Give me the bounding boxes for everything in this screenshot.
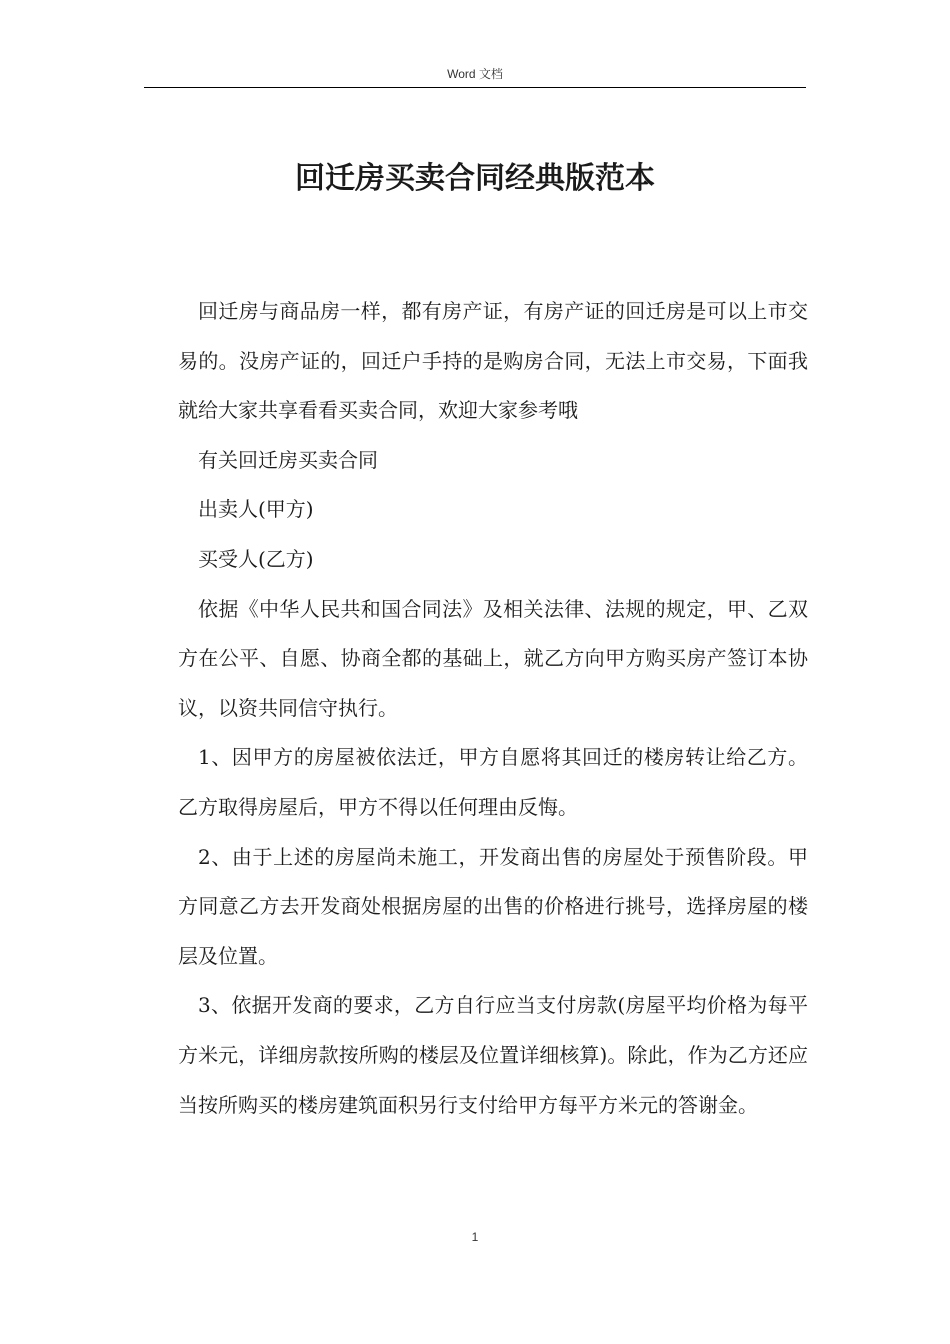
header-divider — [144, 87, 806, 88]
page-header-label: Word 文档 — [447, 67, 503, 81]
page-number: 1 — [471, 1230, 479, 1244]
document-body — [178, 287, 808, 1130]
clause-1: 1、因甲方的房屋被依法迁，甲方自愿将其回迁的楼房转让给乙方。乙方取得房屋后，甲方不得以任何理由反悔。 — [178, 745, 808, 819]
intro-paragraph: 回迁房与商品房一样，都有房产证，有房产证的回迁房是可以上市交易的。没房产证的，回迁户手持的是购房合同，无法上市交易，下面我就给大家共享看看买卖合同，欢迎大家参考哦 — [178, 299, 808, 423]
buyer-line: 买受人(乙方) — [198, 546, 314, 571]
legal-basis-paragraph: 依据《中华人民共和国合同法》及相关法律、法规的规定，甲、乙双方在公平、自愿、协商全都的基础上，就乙方向甲方购买房产签订本协议，以资共同信守执行。 — [178, 596, 808, 720]
document-title: 回迁房买卖合同经典版范本 — [295, 161, 655, 196]
clause-2: 2、由于上述的房屋尚未施工，开发商出售的房屋处于预售阶段。甲方同意乙方去开发商处根据房屋的出售的价格进行挑号，选择房屋的楼层及位置。 — [178, 844, 808, 968]
seller-line: 出卖人(甲方) — [198, 497, 314, 522]
clause-3: 3、依据开发商的要求，乙方自行应当支付房款(房屋平均价格为每平方米元，详细房款按所购的楼层及位置详细核算)。除此，作为乙方还应当按所购买的楼房建筑面积另行支付给甲方每平方米元的答谢金。 — [178, 993, 808, 1117]
section-heading: 有关回迁房买卖合同 — [198, 447, 378, 472]
